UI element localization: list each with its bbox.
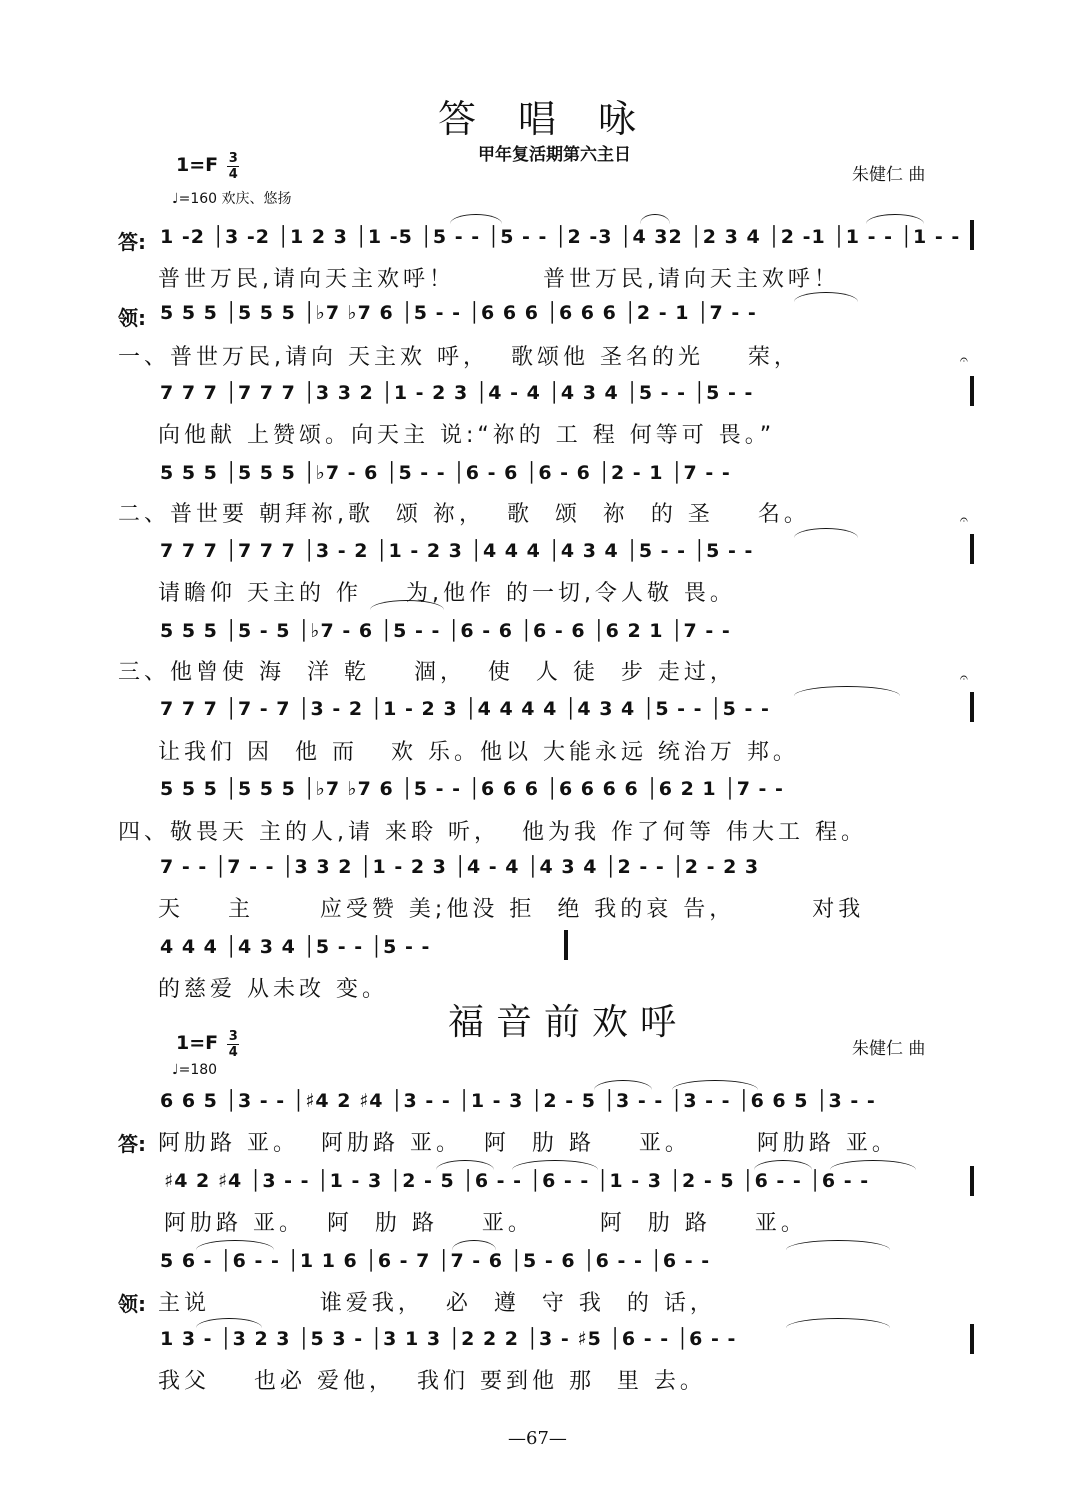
song1-line10-notes: 4 4 4 │4 3 4 │5 - - │5 - - bbox=[160, 936, 431, 958]
song1-response-label: 答: bbox=[118, 230, 146, 254]
slur bbox=[594, 1080, 652, 1090]
song1-line7-lyric: 让我们 因 他 而 欢 乐。他以 大能永远 统治万 邦。 bbox=[158, 740, 799, 765]
final-barline bbox=[970, 1166, 974, 1196]
song2-line2-lyric: 阿肋路 亚。 阿 肋 路 亚。 阿 肋 路 亚。 bbox=[164, 1211, 807, 1236]
slur bbox=[794, 686, 900, 696]
final-barline bbox=[970, 220, 974, 250]
final-barline bbox=[970, 376, 974, 406]
slur bbox=[640, 214, 670, 224]
song1-line10-lyric: 的慈爱 从未改 变。 bbox=[158, 977, 388, 1002]
song2-lead-label: 领: bbox=[118, 1292, 146, 1316]
song2-time-signature: $\frac{3}{4}$ bbox=[228, 1029, 238, 1060]
song1-line8-lyric: 四、敬畏天 主的人,请 来聆 听， 他为我 作了何等 伟大工 程。 bbox=[118, 820, 867, 845]
song1-line2-lyric: 一、普世万民,请向 天主欢 呼， 歌颂他 圣名的光 荣， bbox=[118, 345, 800, 370]
song1-line5-notes: 7 7 7 │7 7 7 │3 - 2 │1 - 2 3 │4 4 4 │4 3 4 │5 - - │5 - - bbox=[160, 540, 754, 562]
slur bbox=[786, 1318, 890, 1328]
slur bbox=[830, 1160, 916, 1170]
slur bbox=[436, 1160, 494, 1170]
song1-line9-lyric: 天 主 应受赞 美;他没 拒 绝 我的哀 告， 对我 bbox=[158, 897, 865, 922]
slur bbox=[450, 214, 502, 224]
song1-key: 1=F bbox=[176, 154, 219, 176]
song2-key: 1=F bbox=[176, 1032, 219, 1054]
song2-line3-notes: 5 6 - │6 - - │1 1 6 │6 - 7 │7 - 6 │5 - 6 │6 - - │6 - - bbox=[160, 1250, 711, 1272]
slur bbox=[754, 1160, 812, 1170]
slur bbox=[452, 1240, 496, 1250]
song1-subtitle: 甲年复活期第六主日 bbox=[478, 145, 631, 165]
song1-line3-lyric: 向他献 上赞颂。向天主 说:“祢的 工 程 何等可 畏。” bbox=[158, 423, 776, 448]
song1-line5-lyric: 请瞻仰 天主的 作 为,他作 的一切,令人敬 畏。 bbox=[158, 581, 736, 606]
slur bbox=[512, 1160, 598, 1170]
song2-line1-notes: 6 6 5 │3 - - │♯4 2 ♯4 │3 - - │1 - 3 │2 - 5 │3 - - │3 - - │6 6 5 │3 - - bbox=[160, 1090, 876, 1112]
slur bbox=[794, 292, 858, 302]
song1-line1-lyric: 普世万民,请向天主欢呼！ 普世万民,请向天主欢呼！ bbox=[158, 267, 840, 292]
song2-composer: 朱健仁 曲 bbox=[852, 1039, 926, 1059]
song1-lead-label: 领: bbox=[118, 306, 146, 330]
song1-tempo: ♩=160 欢庆、悠扬 bbox=[172, 191, 292, 207]
slur bbox=[196, 1240, 274, 1250]
song1-line3-notes: 7 7 7 │7 7 7 │3 3 2 │1 - 2 3 │4 - 4 │4 3 4 │5 - - │5 - - bbox=[160, 382, 754, 404]
song2-tempo: ♩=180 bbox=[172, 1062, 218, 1078]
song1-key-signature bbox=[176, 152, 239, 181]
song1-title: 答唱咏 bbox=[438, 97, 679, 141]
final-barline bbox=[970, 1324, 974, 1354]
slur bbox=[786, 1240, 890, 1250]
song1-line8-notes: 5 5 5 │5 5 5 │♭7 ♭7 6 │5 - - │6 6 6 │6 6 6 6 │6 2 1 │7 - - bbox=[160, 778, 784, 800]
song1-composer: 朱健仁 曲 bbox=[852, 165, 926, 185]
slur bbox=[866, 214, 924, 224]
final-barline bbox=[970, 534, 974, 564]
fermata-icon: 𝄐 bbox=[960, 512, 968, 528]
song1-line1-notes: 1 -2 │3 -2 │1 2 3 │1 -5 │5 - - │5 - - │2 -3 │4 32 │2 3 4 │2 -1 │1 - - │1 - - bbox=[160, 226, 961, 248]
song2-title: 福音前欢呼 bbox=[448, 1002, 689, 1043]
fermata-icon: 𝄐 bbox=[960, 670, 968, 686]
slur bbox=[672, 1080, 758, 1090]
song1-line6-notes: 5 5 5 │5 - 5 │♭7 - 6 │5 - - │6 - 6 │6 - 6 │6 2 1 │7 - - bbox=[160, 620, 731, 642]
song2-response-label: 答: bbox=[118, 1132, 146, 1156]
final-barline bbox=[970, 692, 974, 722]
final-barline bbox=[564, 930, 568, 960]
song2-line1-lyric: 阿肋路 亚。 阿肋路 亚。 阿 肋 路 亚。 阿肋路 亚。 bbox=[158, 1131, 898, 1156]
slur bbox=[196, 1318, 262, 1328]
song1-line2-notes: 5 5 5 │5 5 5 │♭7 ♭7 6 │5 - - │6 6 6 │6 6 6 │2 - 1 │7 - - bbox=[160, 302, 757, 324]
fermata-icon: 𝄐 bbox=[960, 352, 968, 368]
song1-line4-notes: 5 5 5 │5 5 5 │♭7 - 6 │5 - - │6 - 6 │6 - 6 │2 - 1 │7 - - bbox=[160, 462, 731, 484]
song1-time-signature: $\frac{3}{4}$ bbox=[228, 151, 238, 182]
page-number: —67— bbox=[508, 1428, 567, 1449]
song1-line4-lyric: 二、普世要 朝拜祢,歌 颂 祢， 歌 颂 祢 的 圣 名。 bbox=[118, 502, 810, 527]
song1-line6-lyric: 三、他曾使 海 洋 乾 涸， 使 人 徒 步 走过， bbox=[118, 660, 736, 685]
song2-line3-lyric: 主说 谁爱我， 必 遵 守 我 的 话， bbox=[158, 1291, 716, 1316]
slur bbox=[794, 528, 858, 538]
song1-expression: 欢庆、悠扬 bbox=[221, 191, 292, 207]
song2-line4-lyric: 我父 也必 爱他， 我们 要到他 那 里 去。 bbox=[158, 1369, 706, 1394]
song1-line9-notes: 7 - - │7 - - │3 3 2 │1 - 2 3 │4 - 4 │4 3 4 │2 - - │2 - 2 3 bbox=[160, 856, 760, 878]
song1-line7-notes: 7 7 7 │7 - 7 │3 - 2 │1 - 2 3 │4 4 4 4 │4 3 4 │5 - - │5 - - bbox=[160, 698, 770, 720]
song2-key-signature bbox=[176, 1030, 239, 1059]
song2-line2-notes: ♯4 2 ♯4 │3 - - │1 - 3 │2 - 5 │6 - - │6 - - │1 - 3 │2 - 5 │6 - - │6 - - bbox=[164, 1170, 870, 1192]
song2-line4-notes: 1 3 - │3 2 3 │5 3 - │3 1 3 │2 2 2 │3 - ♯5 │6 - - │6 - - bbox=[160, 1328, 737, 1350]
